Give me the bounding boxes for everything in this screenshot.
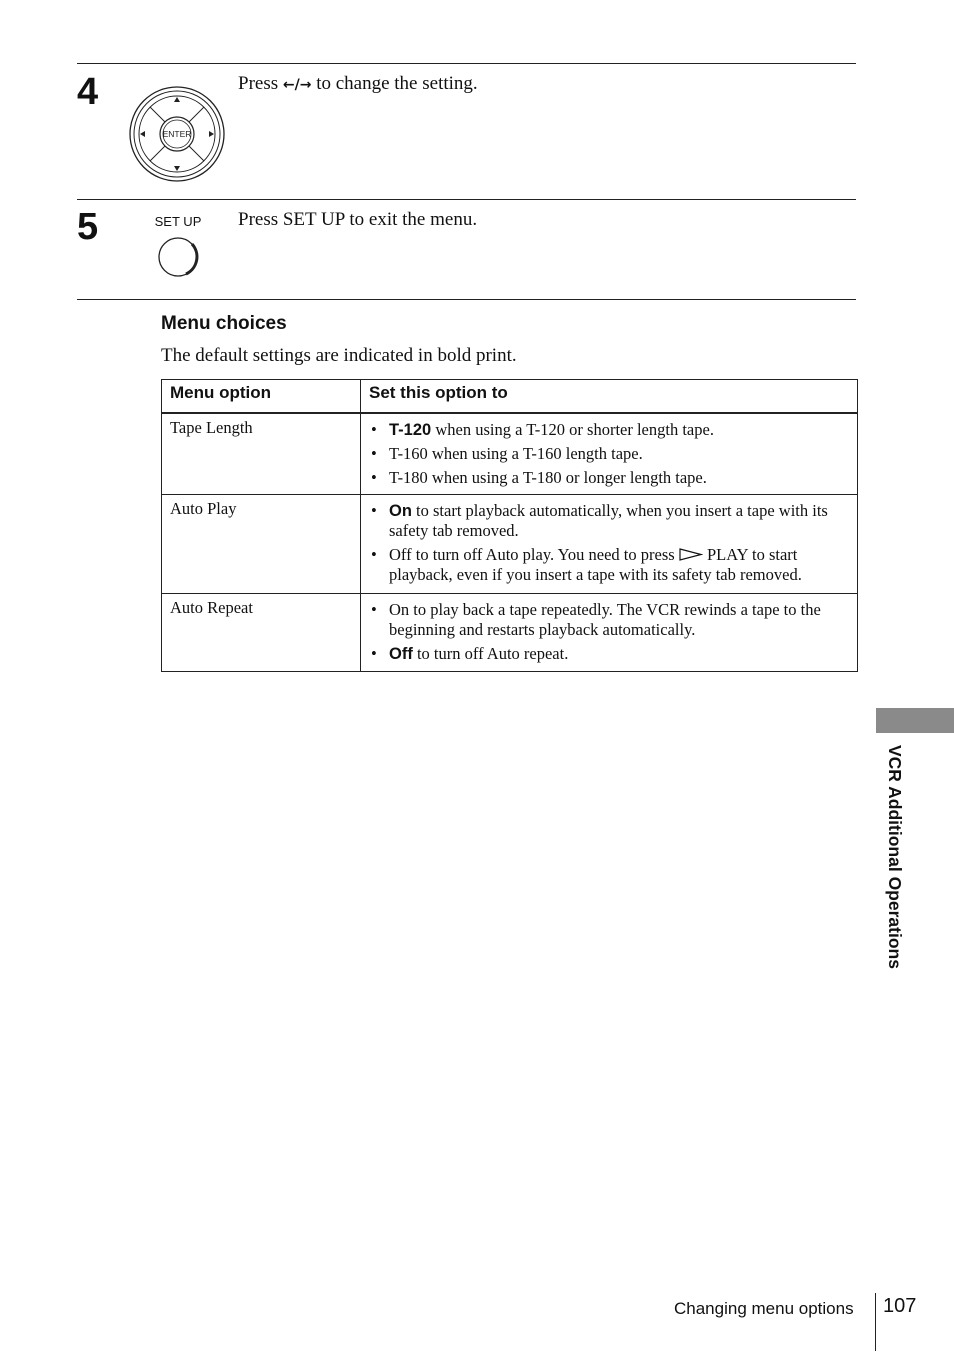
list-item: [371, 644, 847, 664]
step-divider: [77, 199, 856, 200]
option-cell: Tape Length: [162, 413, 361, 495]
top-rule: [77, 63, 856, 64]
header-menu-option: Menu option: [162, 380, 361, 414]
table-header-row: [162, 380, 858, 414]
enter-dpad-icon: [128, 85, 226, 183]
footer-section-title: Changing menu options: [674, 1299, 854, 1318]
table-row: [162, 594, 858, 672]
menu-options-table: [161, 379, 858, 672]
step-4-text-before: Press: [238, 73, 283, 94]
play-icon: [679, 548, 703, 561]
setup-button-icon: [148, 214, 208, 280]
list-item: [371, 501, 847, 541]
step-4-number: 4: [77, 71, 99, 113]
option-cell: Auto Repeat: [162, 594, 361, 672]
table-row: [162, 413, 858, 495]
list-item: [371, 420, 847, 440]
arrow-keys-glyph: ←/→: [282, 77, 312, 93]
section-intro: The default settings are indicated in bold print.: [161, 345, 517, 366]
step-5-text: Press SET UP to exit the menu.: [238, 209, 478, 230]
steps-bottom-rule: [77, 299, 856, 300]
step-4-text: [238, 73, 478, 96]
item-text: when using a T-120 or shorter length tape.: [431, 420, 714, 439]
list-item: [371, 444, 847, 464]
step-5-number: 5: [77, 206, 99, 248]
settings-cell: [361, 495, 858, 594]
item-text: On to play back a tape repeatedly. The VCR rewinds a tape to the beginning and restarts playback automatically.: [389, 600, 821, 639]
default-value: T-120: [389, 421, 432, 439]
page-number: 107: [883, 1295, 917, 1317]
list-item: [371, 545, 847, 585]
section-tab-bar: [876, 708, 954, 733]
footer-divider: [875, 1293, 876, 1351]
item-text: T-180 when using a T-180 or longer length tape.: [389, 468, 707, 487]
list-item: [371, 468, 847, 488]
item-text: T-160 when using a T-160 length tape.: [389, 444, 643, 463]
setup-button-label: SET UP: [154, 214, 202, 229]
default-value: Off: [389, 645, 413, 663]
enter-label: ENTER: [162, 129, 192, 139]
list-item: [371, 600, 847, 640]
default-value: On: [389, 502, 412, 520]
header-set-option: Set this option to: [361, 380, 858, 414]
item-text: PLAY to start playback, even if you insert a tape with its safety tab removed.: [389, 545, 802, 584]
settings-cell: [361, 594, 858, 672]
option-cell: Auto Play: [162, 495, 361, 594]
item-text: to turn off Auto repeat.: [412, 644, 569, 663]
item-text: Off to turn off Auto play. You need to press: [389, 545, 679, 564]
step-4-text-after: to change the setting.: [311, 73, 478, 94]
table-row: [162, 495, 858, 594]
section-title: Menu choices: [161, 313, 287, 334]
settings-cell: [361, 413, 858, 495]
section-tab-label: VCR Additional Operations: [885, 745, 905, 969]
item-text: to start playback automatically, when you insert a tape with its safety tab removed.: [389, 501, 828, 540]
